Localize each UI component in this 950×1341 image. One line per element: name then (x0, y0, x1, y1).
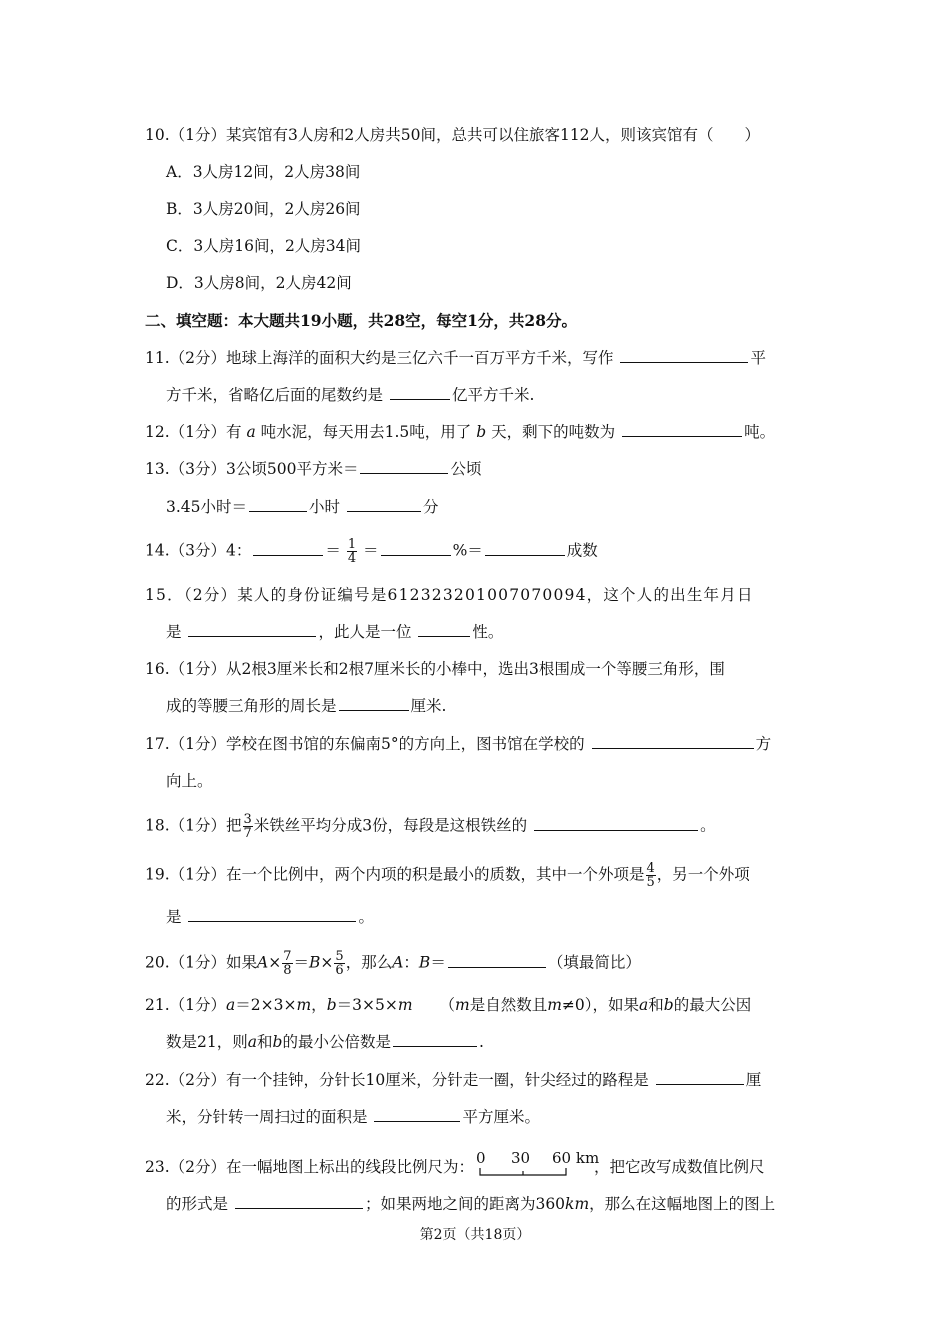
text: 和 (256, 1033, 273, 1051)
answer-blank[interactable] (249, 497, 307, 512)
variable: A (392, 953, 404, 972)
text: 吨水泥，每天用去1.5吨，用了 (260, 423, 472, 441)
variable: a (246, 423, 256, 441)
text: 是 (166, 908, 182, 926)
text: 12.（1分）有 (145, 423, 242, 441)
variable: A (257, 953, 269, 972)
text: 分 (422, 498, 439, 516)
text: 亿平方千米. (451, 386, 535, 404)
text: 数是21，则 (166, 1033, 248, 1051)
text: 3.45小时＝ (166, 498, 248, 516)
text: 14.（3分）4： (145, 541, 252, 560)
unit: km (565, 1195, 590, 1213)
text: ，另一个外项 (656, 865, 750, 884)
text: 方千米，省略亿后面的尾数约是 (166, 386, 384, 404)
question-10-option-a: A．3人房12间，2人房38间 (166, 163, 361, 181)
denominator: 8 (283, 963, 292, 978)
question-17-line-2: 向上。 (166, 772, 213, 790)
text: 厘米. (410, 697, 447, 715)
scale-label: 30 (511, 1149, 531, 1167)
text: 22.（2分）有一个挂钟，分针长10厘米，分针走一圈，针尖经过的路程是 (145, 1071, 649, 1089)
text: 20.（1分）如果 (145, 953, 258, 972)
question-16-line-2 (166, 695, 446, 717)
fraction (243, 813, 253, 840)
text: 13.（3分）3公顷500平方米＝ (145, 460, 359, 478)
text: %＝ (452, 541, 483, 560)
variable: m (296, 996, 312, 1014)
text: ＝ (363, 541, 379, 560)
text: 的最大公因 (673, 996, 752, 1014)
answer-blank[interactable] (534, 816, 698, 831)
scale-label: 0 (476, 1149, 486, 1167)
text: （填最简比） (547, 953, 641, 972)
text: 小时 (309, 498, 341, 516)
denominator: 6 (335, 963, 344, 978)
text: 方 (755, 735, 772, 753)
text: ＝ (430, 953, 446, 972)
text: ： (403, 953, 419, 972)
variable: b (663, 996, 674, 1014)
answer-blank[interactable] (448, 953, 546, 968)
text: 和 (648, 996, 664, 1014)
answer-blank[interactable] (418, 622, 470, 637)
text: 11.（2分）地球上海洋的面积大约是三亿六千一百万平方千米，写作 (145, 349, 614, 367)
answer-blank[interactable] (485, 541, 565, 556)
answer-blank[interactable] (620, 348, 748, 363)
text: 。 (358, 908, 374, 926)
text: ＝2×3× (235, 996, 297, 1014)
answer-blank[interactable] (381, 541, 451, 556)
answer-blank[interactable] (347, 497, 421, 512)
variable: b (272, 1033, 283, 1051)
question-20 (145, 950, 641, 977)
question-12 (145, 421, 775, 443)
text: 公顷 (450, 460, 482, 478)
question-11-line-2 (166, 384, 534, 406)
text: 18.（1分）把 (145, 816, 242, 835)
variable: B (309, 953, 321, 972)
variable: a (226, 996, 236, 1014)
text: 是自然数且 (469, 996, 548, 1014)
text: 性。 (472, 623, 504, 641)
question-18 (145, 813, 716, 840)
denominator: 7 (243, 826, 252, 841)
text: 的最小公倍数是 (282, 1033, 391, 1051)
numerator: 7 (283, 949, 292, 964)
question-10-option-d: D．3人房8间，2人房42间 (166, 274, 352, 292)
numerator: 4 (646, 861, 655, 876)
numerator: 3 (243, 812, 252, 827)
section-2-heading: 二、填空题：本大题共19小题，共28空，每空1分，共28分。 (145, 311, 577, 330)
text: 17.（1分）学校在图书馆的东偏南5°的方向上，图书馆在学校的 (145, 735, 585, 753)
denominator: 4 (347, 551, 357, 566)
text: ≠0），如果 (561, 996, 640, 1014)
text: 成数 (566, 541, 598, 560)
question-14 (145, 538, 598, 565)
answer-blank[interactable] (592, 734, 754, 749)
equals-sign: ＝ (293, 953, 310, 972)
answer-blank[interactable] (188, 622, 316, 637)
variable: a (247, 1033, 257, 1051)
variable: m (454, 996, 470, 1014)
text: 是 (166, 623, 182, 641)
text: 天，剩下的吨数为 (491, 423, 616, 441)
answer-blank[interactable] (253, 541, 323, 556)
text: 平方厘米。 (462, 1108, 540, 1126)
fraction (646, 862, 656, 889)
answer-blank[interactable] (390, 385, 450, 400)
line-scale-bar (476, 1149, 600, 1183)
text: . (478, 1033, 484, 1051)
fraction (347, 538, 357, 565)
times-sign: × (268, 953, 282, 972)
text: 19.（1分）在一个比例中，两个内项的积是最小的质数，其中一个外项是 (145, 865, 645, 884)
question-10-option-c: C．3人房16间，2人房34间 (166, 237, 362, 255)
text: 成的等腰三角形的周长是 (166, 697, 337, 715)
text: ，把它改写成数值比例尺 (594, 1158, 765, 1176)
question-21-line-1 (145, 994, 751, 1016)
text: （ (439, 996, 455, 1014)
text: ，那么 (345, 953, 393, 972)
question-11-line-1 (145, 347, 766, 369)
answer-blank[interactable] (360, 459, 448, 474)
page-footer: 第2页（共18页） (419, 1227, 531, 1243)
question-19-line-2 (166, 906, 374, 928)
text: ＝ (325, 541, 341, 560)
answer-blank[interactable] (622, 422, 742, 437)
times-sign: × (320, 953, 334, 972)
variable: a (639, 996, 649, 1014)
answer-blank[interactable] (393, 1032, 477, 1047)
fraction (334, 950, 344, 977)
question-16-line-1: 16.（1分）从2根3厘米长和2根7厘米长的小棒中，选出3根围成一个等腰三角形，围 (145, 660, 725, 678)
variable: B (418, 953, 431, 972)
text: ，此人是一位 (318, 623, 412, 641)
text: 厘 (745, 1071, 762, 1089)
variable: b (476, 423, 487, 441)
numerator: 1 (347, 537, 357, 552)
variable: m (547, 996, 562, 1014)
question-23-line-2 (166, 1193, 775, 1215)
answer-blank[interactable] (374, 1107, 460, 1122)
answer-blank[interactable] (188, 907, 356, 922)
question-22-line-2 (166, 1106, 540, 1128)
text: ，那么在这幅地图上的图上 (589, 1195, 776, 1213)
question-13-line-2 (166, 496, 438, 518)
text: ＝3×5× (336, 996, 398, 1014)
question-15-line-2 (166, 621, 503, 643)
text: ；如果两地之间的距离为360 (364, 1195, 566, 1213)
question-19-line-1 (145, 862, 750, 889)
question-23-line-1 (145, 1149, 765, 1183)
answer-blank[interactable] (656, 1070, 744, 1085)
text: 吨。 (744, 423, 776, 441)
text: 21.（1分） (145, 996, 227, 1014)
variable: b (326, 996, 337, 1014)
answer-blank[interactable] (339, 696, 409, 711)
text: 米铁丝平均分成3份，每段是这根铁丝的 (253, 816, 528, 835)
fraction (282, 950, 292, 977)
question-21-line-2 (166, 1031, 484, 1053)
text: 23.（2分）在一幅地图上标出的线段比例尺为： (145, 1158, 475, 1176)
question-15-line-1: 15．（2分）某人的身份证编号是612323201007070094，这个人的出生年月日 (145, 586, 754, 604)
denominator: 5 (646, 875, 655, 890)
variable: m (397, 996, 413, 1014)
text: 平 (750, 349, 766, 367)
answer-blank[interactable] (235, 1194, 363, 1209)
question-13-line-1 (145, 458, 481, 480)
text: 米，分针转一周扫过的面积是 (166, 1108, 368, 1126)
question-17-line-1 (145, 733, 771, 755)
text: 的形式是 (166, 1195, 229, 1213)
question-22-line-1 (145, 1069, 761, 1091)
numerator: 5 (335, 949, 344, 964)
scale-label: 60 km (552, 1149, 600, 1167)
scale-bar-line (478, 1167, 568, 1177)
question-10-option-b: B．3人房20间，2人房26间 (166, 200, 361, 218)
text: 。 (700, 816, 716, 835)
question-10-stem: 10.（1分）某宾馆有3人房和2人房共50间，总共可以住旅客112人，则该宾馆有（ ） (145, 126, 761, 144)
text: ， (311, 996, 327, 1014)
